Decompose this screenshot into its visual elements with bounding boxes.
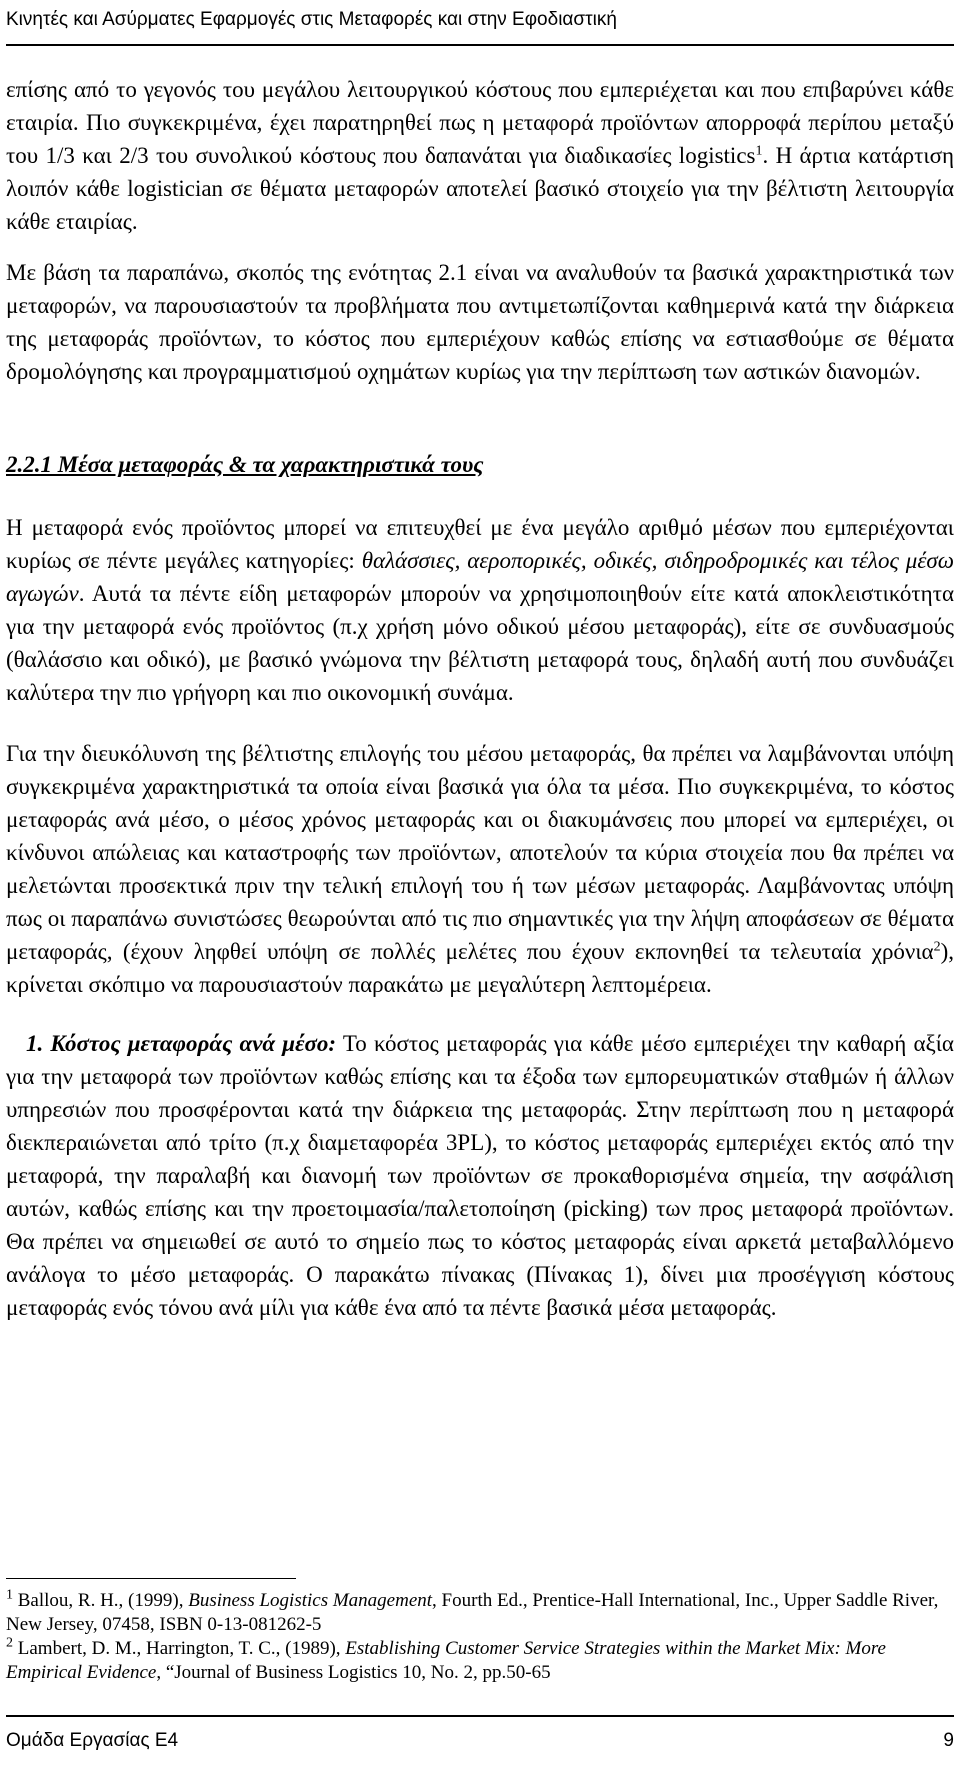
footnote-2: $^2$ Lambert, D. M., Harrington, T. C., (1989), Establishing Customer Service Strategies within the Market Mix: More Empirical Evidence, “Journal of Business Logistics 10, No. 2, pp.50-65 bbox=[6, 1635, 886, 1683]
paragraph-2: Με βάση τα παραπάνω, σκοπός της ενότητας 2.1 είναι να αναλυθούν τα βασικά χαρακτηριστικά των μεταφορών, να παρουσιαστούν τα προβλήματα που αντιμετωπίζονται καθημερινά κατά την διάρκεια της μεταφοράς προϊόντων, το κόστος που εμπεριέχουν καθώς επίσης να εστιασθούμε σε θέματα δρομολόγησης και προγραμματισμού οχημάτων κυρίως για την περίπτωση των αστικών διανομών. bbox=[6, 260, 954, 384]
footer-group: Ομάδα Εργασίας Ε4 bbox=[6, 1730, 179, 1751]
running-footer bbox=[6, 1715, 954, 1761]
page-number: 9 bbox=[943, 1730, 954, 1751]
footnote-1: $^1$ Ballou, R. H., (1999), Business Logistics Management, Fourth Ed., Prentice-Hall International, Inc., Upper Saddle River, New Jersey, 07458, ISBN 0-13-081262-5 bbox=[6, 1587, 939, 1635]
footnote-ref-1[interactable]: 1 bbox=[755, 143, 763, 159]
body-text bbox=[6, 73, 954, 1342]
footnote-ref-2[interactable]: 2 bbox=[933, 939, 941, 955]
paragraph-3: Η μεταφορά ενός προϊόντος μπορεί να επιτευχθεί με ένα μεγάλο αριθμό μέσων που εμπεριέχονται κυρίως σε πέντε μεγάλες κατηγορίες: θαλάσσιες, αεροπορικές, οδικές, σιδηροδρομικές και τέλος μέσω αγωγών. Αυτά τα πέντε είδη μεταφορών μπορούν να χρησιμοποιηθούν είτε κατά αποκλειστικότητα για την μεταφορά ενός προϊόντος (π.χ χρήση μόνο οδικού μέσου μεταφοράς), είτε σε συνδυασμούς (θαλάσσιο και οδικό), με βασικό γνώμονα την βέλτιστη μεταφορά τους, δηλαδή αυτή που συνδυάζει καλύτερα την πιο γρήγορη και πιο οικονομική συνάμα. bbox=[6, 515, 954, 705]
footnote-separator bbox=[6, 1578, 296, 1579]
transport-categories: θαλάσσιες, αεροπορικές, οδικές, σιδηροδρομικές και τέλος μέσω αγωγών bbox=[6, 548, 954, 606]
paragraph-5: 1. Κόστος μεταφοράς ανά μέσο: Το κόστος μεταφοράς για κάθε μέσο εμπεριέχει την καθαρή αξία για την μεταφορά των προϊόντων καθώς επίσης και τα έξοδα των εμπορευματικών σταθμών ή άλλων υπηρεσιών που προσφέρονται κατά την διάρκεια της μεταφοράς. Στην περίπτωση που η μεταφορά διεκπεραιώνεται από τρίτο (π.χ διαμεταφορέα 3PL), το κόστος μεταφοράς εμπεριέχει εκτός από την μεταφορά, την παραλαβή και διανομή των προϊόντων σε προκαθορισμένα σημεία, την ασφάλιση αυτών, καθώς επίσης και την προετοιμασία/παλετοποίηση (picking) των προς μεταφορά προϊόντων. Θα πρέπει να σημειωθεί σε αυτό το σημείο πως το κόστος μεταφοράς είναι αρκετά μεταβαλλόμενο ανάλογα το μέσο μεταφοράς. Ο παρακάτω πίνακας (Πίνακας 1), δίνει μια προσέγγιση κόστους μεταφοράς ενός τόνου ανά μίλι για κάθε ένα από τα πέντε βασικά μέσα μεταφοράς. bbox=[6, 1031, 954, 1320]
paragraph-4: Για την διευκόλυνση της βέλτιστης επιλογής του μέσου μεταφοράς, θα πρέπει να λαμβάνονται υπόψη συγκεκριμένα χαρακτηριστικά τα οποία είναι βασικά για όλα τα μέσα. Πιο συγκεκριμένα, το κόστος μεταφοράς ανά μέσο, ο μέσος χρόνος μεταφοράς και οι διακυμάνσεις που μπορεί να εμπεριέχει, οι κίνδυνοι απώλειας και καταστροφής των προϊόντων, αποτελούν τα κύρια στοιχεία που θα πρέπει να μελετώνται προσεκτικά πριν την τελική επιλογή του ή των μέσων μεταφοράς. Λαμβάνοντας υπόψη πως οι παραπάνω συνιστώσες θεωρούνται από τις πιο σημαντικές για την λήψη αποφάσεων σε θέματα μεταφοράς, (έχουν ληφθεί υπόψη σε πολλές μελέτες που έχουν εκπονηθεί τα τελευταία χρόνια$^2$), κρίνεται σκόπιμο να παρουσιαστούν παρακάτω με μεγαλύτερη λεπτομέρεια. bbox=[6, 741, 954, 997]
section-heading: 2.2.1 Μέσα μεταφοράς & τα χαρακτηριστικά τους bbox=[6, 452, 484, 477]
paragraph-1: επίσης από το γεγονός του μεγάλου λειτουργικού κόστους που εμπεριέχεται και που επιβαρύνει κάθε εταιρία. Πιο συγκεκριμένα, έχει παρατηρηθεί πως η μεταφορά προϊόντων απορροφά περίπου μεταξύ του 1/3 και 2/3 του συνολικού κόστους που δαπανάται για διαδικασίες logistics$^1$. Η άρτια κατάρτιση λοιπόν κάθε logistician σε θέματα μεταφορών αποτελεί βασικό στοιχείο για την βέλτιστη λειτουργία κάθε εταιρίας. bbox=[6, 77, 954, 234]
footnotes bbox=[6, 1578, 954, 1685]
running-header bbox=[6, 0, 954, 46]
header-title: Κινητές και Ασύρματες Εφαρμογές στις Μεταφορές και στην Εφοδιαστική bbox=[6, 9, 617, 30]
cost-label: 1. Κόστος μεταφοράς ανά μέσο: bbox=[26, 1031, 337, 1056]
